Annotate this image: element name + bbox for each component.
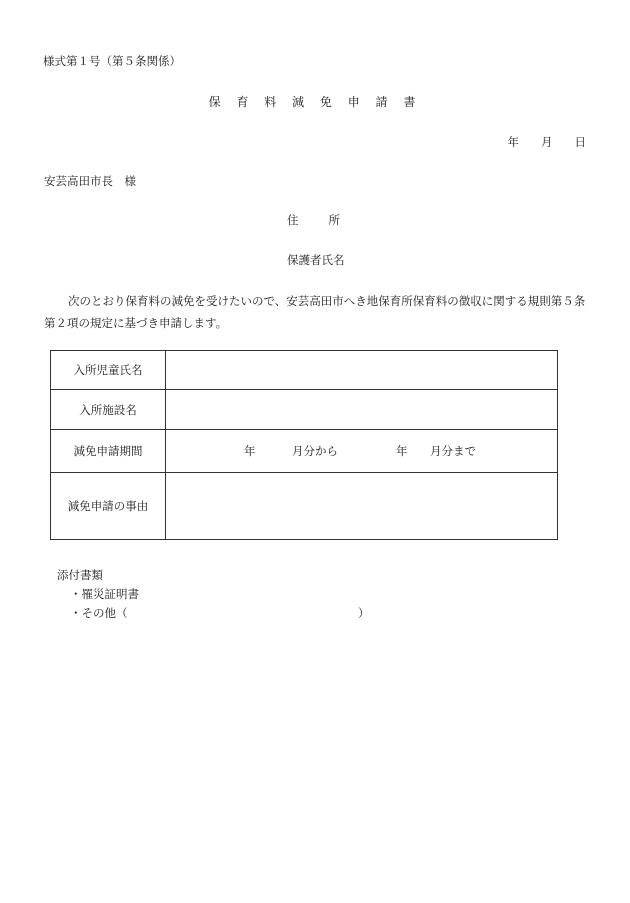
application-table [50,350,558,540]
attachment-other-close-paren: ） [358,606,370,620]
period-to-year: 年 [396,444,408,458]
facility-name-label: 入所施設名 [51,390,166,430]
facility-name-field[interactable] [166,390,558,430]
period-to-month: 月分まで [430,444,476,458]
date-month-label: 月 [541,135,553,149]
child-name-label: 入所児童氏名 [51,351,166,390]
period-from-month: 月分から [292,444,338,458]
period-from-year: 年 [244,444,256,458]
period-label: 減免申請期間 [51,430,166,473]
child-name-field[interactable] [166,351,558,390]
attachments-title: 添付書類 [57,568,103,582]
attachment-item-disaster-certificate: ・罹災証明書 [70,587,139,601]
table-row [51,390,558,430]
table-row [51,430,558,473]
attachment-item-other [70,605,370,621]
date-line [508,134,587,150]
guardian-name-label: 保護者氏名 [287,253,345,267]
reason-label: 減免申請の事由 [51,473,166,540]
period-field[interactable] [166,430,558,473]
date-day-label: 日 [574,135,586,149]
reason-field[interactable] [166,473,558,540]
body-paragraph: 次のとおり保育料の減免を受けたいので、安芸高田市へき地保育所保育料の徴収に関する規則第５条第２項の規定に基づき申請します。 [44,294,586,330]
address-label-b: 所 [328,213,340,227]
applicant-address-label [287,212,340,228]
table-row [51,473,558,540]
table-row [51,351,558,390]
form-number: 様式第１号（第５条関係） [43,54,181,68]
document-title: 保 育 料 減 免 申 請 書 [208,95,422,109]
address-label-a: 住 [287,213,299,227]
addressee: 安芸高田市長 様 [44,174,136,188]
date-year-label: 年 [507,135,519,149]
attachment-other-label: ・その他（ [70,606,128,620]
